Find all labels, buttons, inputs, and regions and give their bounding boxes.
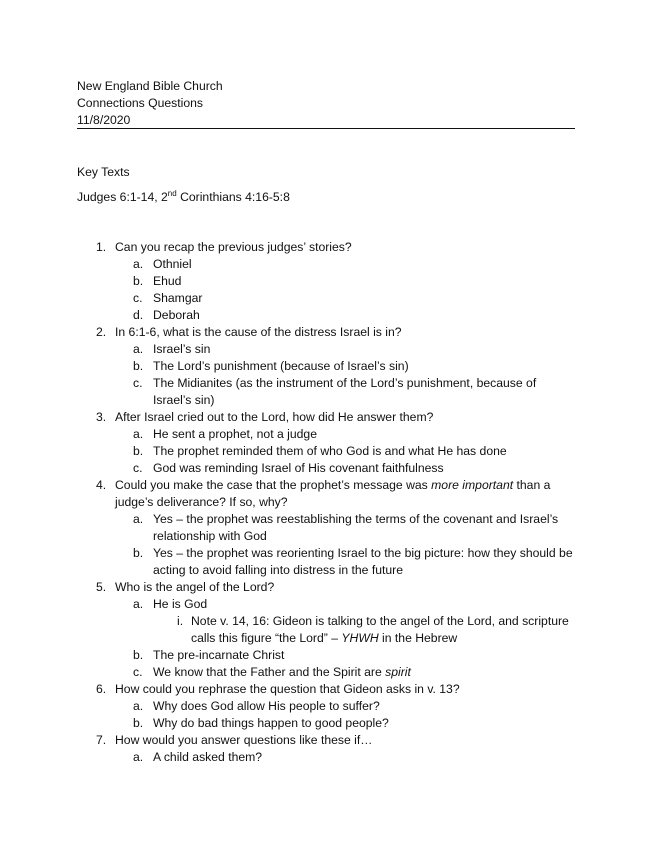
answer-list bbox=[77, 596, 577, 681]
question-text-content: How could you rephrase the question that Gideon asks in v. 13? bbox=[115, 682, 460, 696]
answer-letter: c. bbox=[133, 665, 143, 679]
answer-item bbox=[115, 426, 577, 443]
answer-text bbox=[153, 545, 577, 579]
answer-item bbox=[115, 647, 577, 664]
answer-item bbox=[115, 358, 577, 375]
answer-list bbox=[77, 749, 577, 766]
answer-letter: a. bbox=[133, 257, 144, 271]
note-text bbox=[191, 613, 577, 647]
answer-text bbox=[153, 443, 577, 460]
answer-item bbox=[115, 545, 577, 579]
answer-text-content: He sent a prophet, not a judge bbox=[153, 427, 317, 441]
answer-list bbox=[77, 256, 577, 324]
answer-letter: c. bbox=[133, 461, 143, 475]
question-item bbox=[77, 324, 577, 409]
answer-item bbox=[115, 715, 577, 732]
answer-item bbox=[115, 307, 577, 324]
answer-text bbox=[153, 256, 577, 273]
note-numeral: i. bbox=[177, 614, 184, 628]
question-number: 1. bbox=[96, 240, 107, 254]
answer-letter: b. bbox=[133, 444, 144, 458]
note-item bbox=[153, 613, 577, 647]
answer-letter: a. bbox=[133, 512, 144, 526]
question-text bbox=[115, 579, 577, 596]
answer-letter: a. bbox=[133, 750, 144, 764]
question-text bbox=[115, 477, 577, 511]
question-item bbox=[77, 477, 577, 579]
answer-text-content: Why does God allow His people to suffer? bbox=[153, 699, 380, 713]
key-texts-refs-prefix: Judges 6:1-14, 2 bbox=[77, 190, 168, 204]
answer-text-content: Deborah bbox=[153, 308, 200, 322]
answer-text-content-part: We know that the Father and the Spirit are bbox=[153, 665, 386, 679]
answer-text-content: Othniel bbox=[153, 257, 192, 271]
answer-text bbox=[153, 375, 577, 409]
question-item bbox=[77, 681, 577, 732]
key-texts-heading: Key Texts bbox=[77, 165, 130, 179]
answer-text bbox=[153, 698, 577, 715]
answer-item bbox=[115, 256, 577, 273]
answer-item bbox=[115, 596, 577, 647]
question-text-content: In 6:1-6, what is the cause of the distress Israel is in? bbox=[115, 325, 402, 339]
answer-text bbox=[153, 647, 577, 664]
answer-text-content: Shamgar bbox=[153, 291, 203, 305]
answer-letter: b. bbox=[133, 648, 144, 662]
answer-letter: d. bbox=[133, 308, 144, 322]
answer-list bbox=[77, 341, 577, 409]
answer-text-content: Israel’s sin bbox=[153, 342, 211, 356]
answer-text bbox=[153, 715, 577, 732]
answer-text-content: Ehud bbox=[153, 274, 182, 288]
question-number: 7. bbox=[96, 733, 107, 747]
question-text-content: Can you recap the previous judges’ stories? bbox=[115, 240, 352, 254]
answer-letter: c. bbox=[133, 291, 143, 305]
answer-letter: b. bbox=[133, 359, 144, 373]
question-number: 3. bbox=[96, 410, 107, 424]
question-text-content: How would you answer questions like these if… bbox=[115, 733, 373, 747]
answer-letter: b. bbox=[133, 546, 144, 560]
answer-letter: a. bbox=[133, 699, 144, 713]
answer-text bbox=[153, 358, 577, 375]
answer-text-content: The prophet reminded them of who God is and what He has done bbox=[153, 444, 507, 458]
note-list bbox=[115, 613, 577, 647]
answer-item bbox=[115, 698, 577, 715]
answer-letter: a. bbox=[133, 427, 144, 441]
answer-item bbox=[115, 460, 577, 477]
document-subtitle: Connections Questions bbox=[77, 96, 204, 110]
question-text-content-emphasis: more important bbox=[431, 478, 514, 492]
answer-text-content-emphasis: spirit bbox=[385, 665, 411, 679]
answer-text-content: He is God bbox=[153, 597, 208, 611]
question-text-content-part: Could you make the case that the prophet’s message was bbox=[115, 478, 432, 492]
answer-text-content: Why do bad things happen to good people? bbox=[153, 716, 389, 730]
answer-letter: a. bbox=[133, 597, 144, 611]
answer-text bbox=[153, 664, 577, 681]
church-name: New England Bible Church bbox=[77, 79, 223, 93]
answer-item bbox=[115, 375, 577, 409]
answer-letter: b. bbox=[133, 274, 144, 288]
answer-text-content: A child asked them? bbox=[153, 750, 263, 764]
key-texts-refs-superscript: nd bbox=[167, 188, 177, 198]
key-texts-references bbox=[77, 189, 290, 206]
answer-text bbox=[153, 307, 577, 324]
answer-text bbox=[153, 273, 577, 290]
question-list bbox=[77, 239, 577, 766]
document-header bbox=[77, 78, 574, 129]
note-text-content-part: Note v. 14, 16: Gideon is talking to the angel of the Lord, and scripture calls this figure “the Lord” – bbox=[191, 614, 569, 645]
answer-item bbox=[115, 664, 577, 681]
answer-text bbox=[153, 596, 577, 613]
answer-item bbox=[115, 749, 577, 766]
answer-text-content: The Lord’s punishment (because of Israel’s sin) bbox=[153, 359, 409, 373]
question-text bbox=[115, 409, 577, 426]
answer-text-content: Yes – the prophet was reestablishing the terms of the covenant and Israel’s relationship with God bbox=[153, 512, 559, 543]
question-item bbox=[77, 732, 577, 766]
answer-item bbox=[115, 443, 577, 460]
question-text bbox=[115, 324, 577, 341]
answer-item bbox=[115, 273, 577, 290]
answer-item bbox=[115, 341, 577, 358]
answer-text bbox=[153, 341, 577, 358]
question-number: 4. bbox=[96, 478, 107, 492]
key-texts-refs-suffix: Corinthians 4:16-5:8 bbox=[176, 190, 290, 204]
question-text-content: Who is the angel of the Lord? bbox=[115, 580, 275, 594]
note-text-content-emphasis: YHWH bbox=[341, 631, 379, 645]
note-text-content-part: in the Hebrew bbox=[378, 631, 458, 645]
answer-letter: c. bbox=[133, 376, 143, 390]
question-text bbox=[115, 732, 577, 749]
question-number: 6. bbox=[96, 682, 107, 696]
answer-list bbox=[77, 698, 577, 732]
question-item bbox=[77, 579, 577, 681]
answer-text-content: The pre-incarnate Christ bbox=[153, 648, 285, 662]
answer-item bbox=[115, 511, 577, 545]
document-date: 11/8/2020 bbox=[77, 113, 131, 127]
question-number: 2. bbox=[96, 325, 107, 339]
question-text bbox=[115, 239, 577, 256]
answer-text bbox=[153, 460, 577, 477]
answer-text bbox=[153, 426, 577, 443]
question-item bbox=[77, 239, 577, 324]
header-divider bbox=[77, 128, 575, 129]
answer-list bbox=[77, 426, 577, 477]
answer-letter: a. bbox=[133, 342, 144, 356]
answer-text-content: Yes – the prophet was reorienting Israel to the big picture: how they should be acting to avoid falling into distress in the future bbox=[153, 546, 573, 577]
answer-text-content: The Midianites (as the instrument of the Lord’s punishment, because of Israel’s sin) bbox=[153, 376, 537, 407]
answer-list bbox=[77, 511, 577, 579]
answer-text bbox=[153, 290, 577, 307]
question-text-content: After Israel cried out to the Lord, how did He answer them? bbox=[115, 410, 434, 424]
answer-text bbox=[153, 511, 577, 545]
question-item bbox=[77, 409, 577, 477]
answer-item bbox=[115, 290, 577, 307]
question-text-content-part: than a judge’s deliverance? If so, why? bbox=[115, 478, 551, 509]
answer-text-content: God was reminding Israel of His covenant faithfulness bbox=[153, 461, 444, 475]
question-number: 5. bbox=[96, 580, 107, 594]
answer-letter: b. bbox=[133, 716, 144, 730]
answer-text bbox=[153, 749, 577, 766]
question-text bbox=[115, 681, 577, 698]
